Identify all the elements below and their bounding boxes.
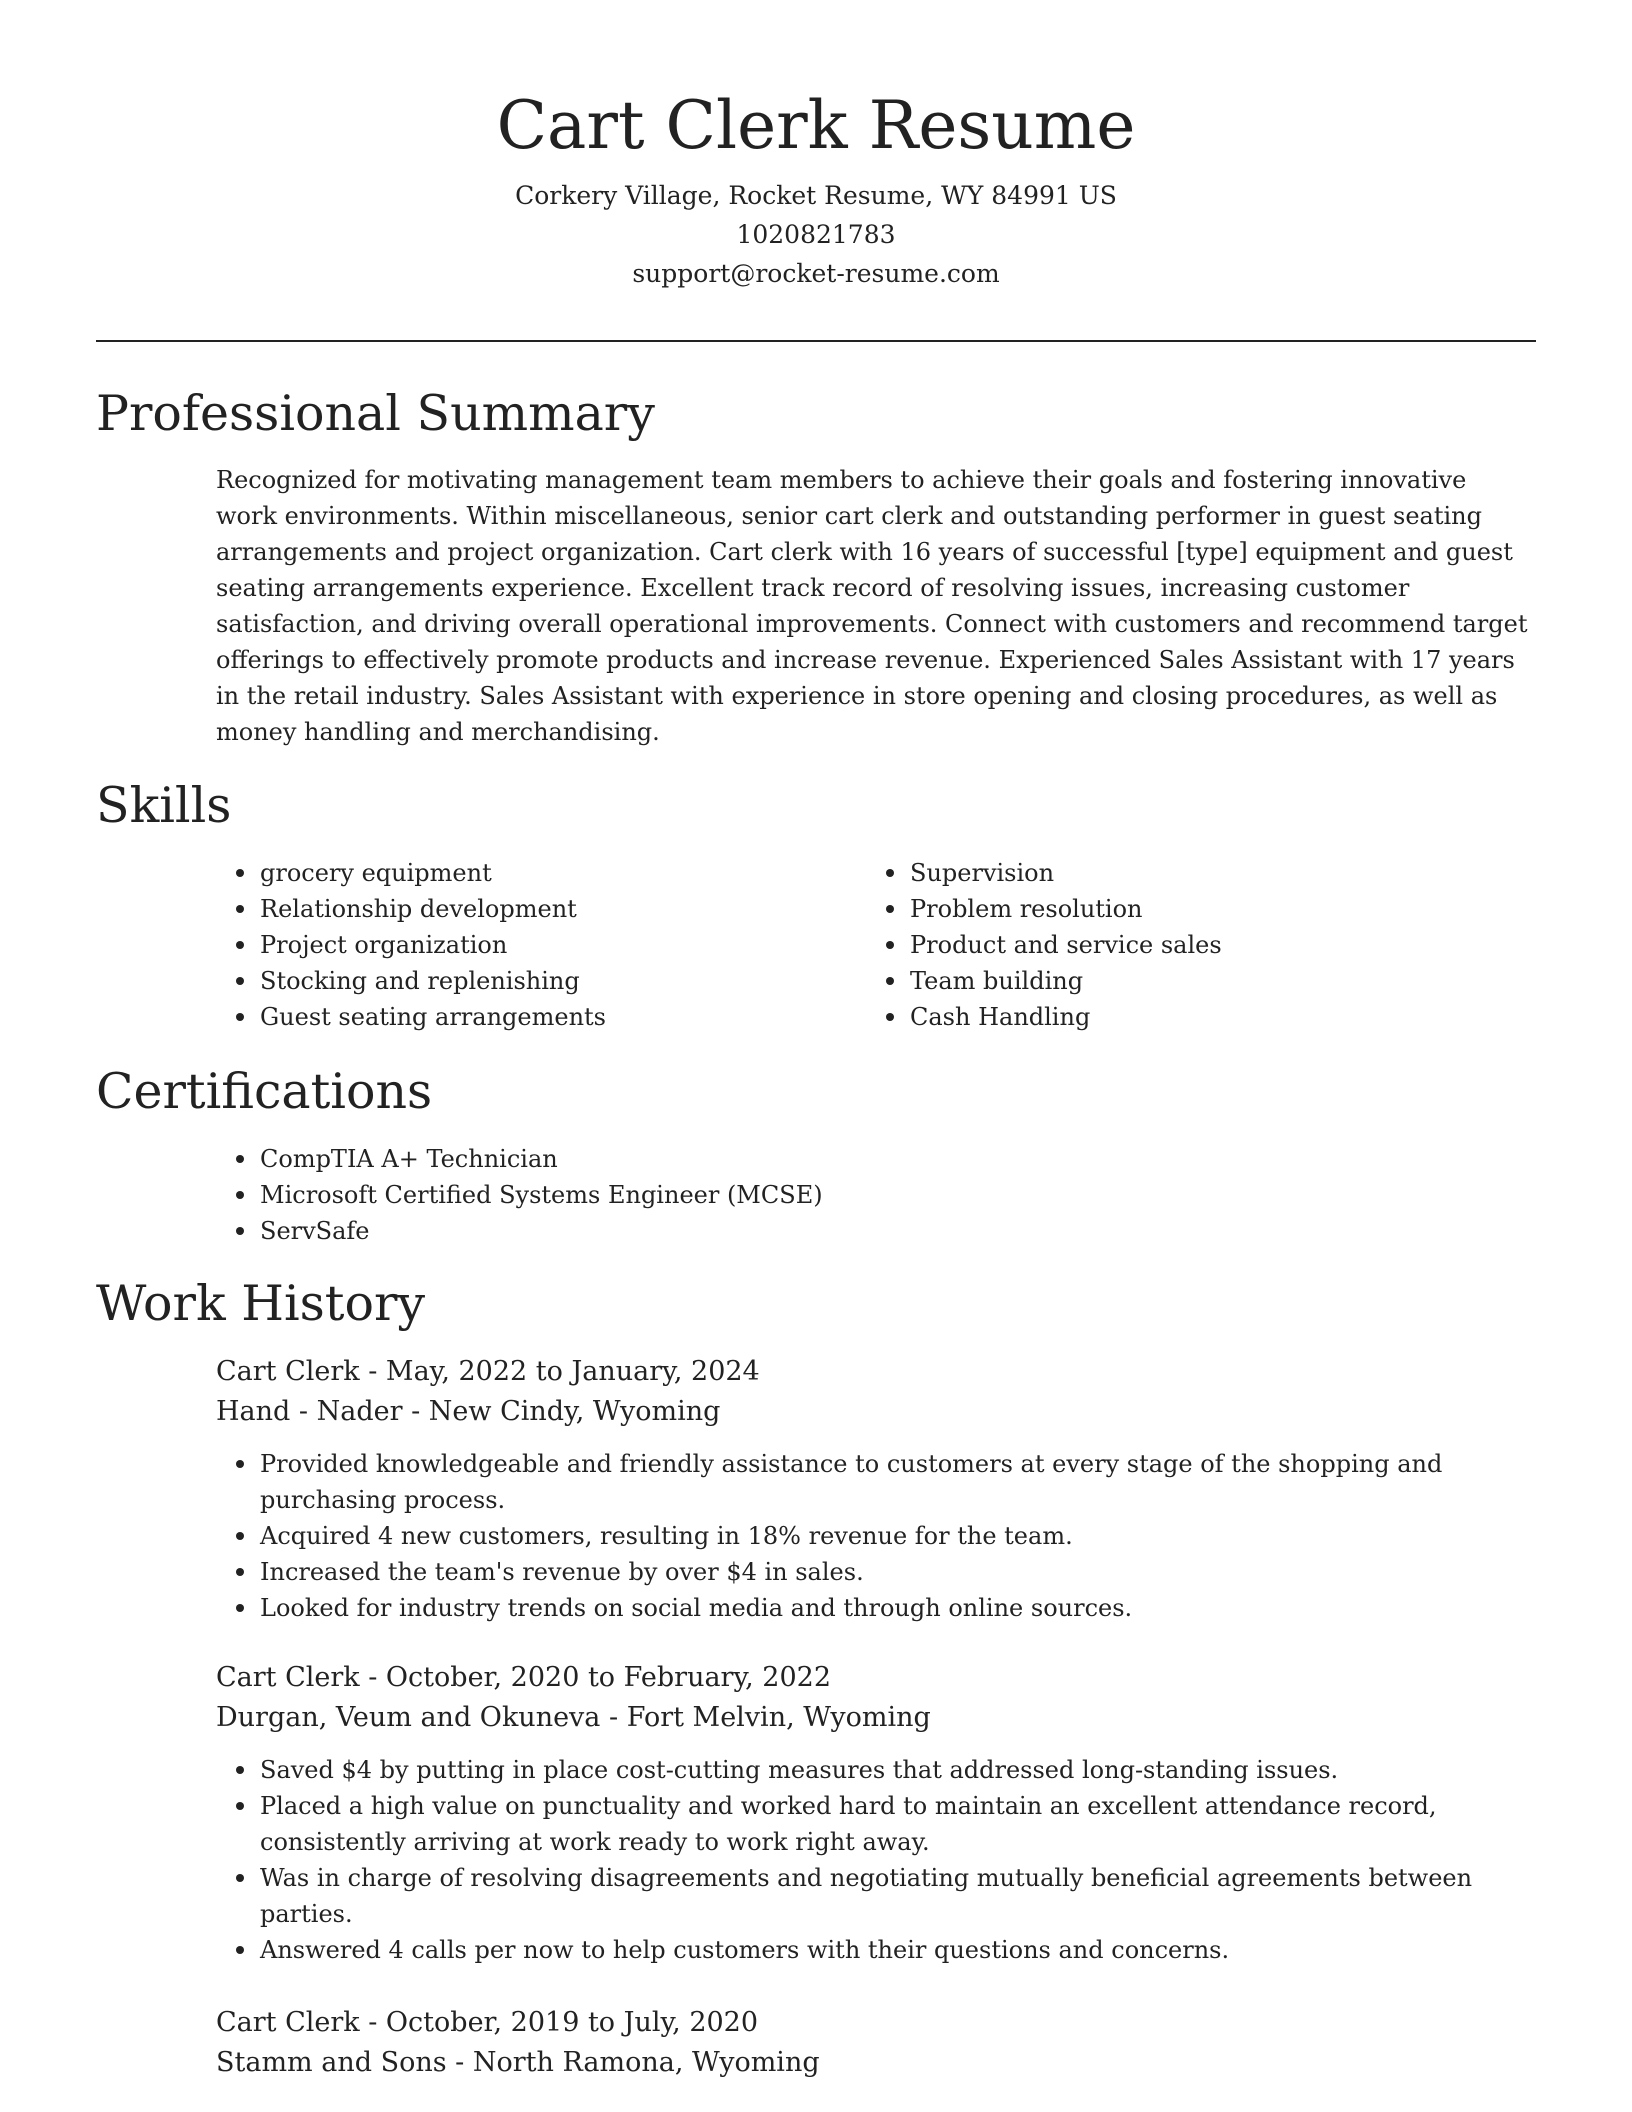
certifications-list [216,1141,1516,1249]
job-bullet: Answered 4 calls per now to help customers with their questions and concerns. [216,1932,1530,1968]
job-company: Hand - Nader - New Cindy, Wyoming [216,1396,721,1427]
resume-title: Cart Clerk Resume [496,87,1136,164]
skill-item: Guest seating arrangements [216,999,856,1035]
work-history-heading: Work History [96,1275,426,1332]
job-bullet: Acquired 4 new customers, resulting in 18% revenue for the team. [216,1518,1530,1554]
skill-item: Relationship development [216,891,856,927]
resume-header [0,0,1632,293]
skill-item: Project organization [216,927,856,963]
job-title: Cart Clerk - October, 2019 to July, 2020 [216,2007,759,2038]
job-entry [216,1658,1530,1968]
contact-phone: 1020821783 [736,220,896,249]
skill-item: Product and service sales [866,927,1506,963]
skill-item: Team building [866,963,1506,999]
summary-text: Recognized for motivating management team members to achieve their goals and fostering innovative work environments. Within miscellaneous, senior cart clerk and outstanding performer in guest seating arrangements and project organization. Cart clerk with 16 years of successful [type] equipment and guest seating arrangements experience. Excellent track record of resolving issues, increasing customer satisfaction, and driving overall operational improvements. Connect with customers and recommend target offerings to effectively promote products and increase revenue. Experienced Sales Assistant with 17 years in the retail industry. Sales Assistant with experience in store opening and closing procedures, as well as money handling and merchandising. [216,466,1528,746]
job-bullet: Saved $4 by putting in place cost-cutting measures that addressed long-standing issues. [216,1752,1530,1788]
job-bullet: Was in charge of resolving disagreements and negotiating mutually beneficial agreements between parties. [216,1860,1530,1932]
skill-item: grocery equipment [216,855,856,891]
job-company: Stamm and Sons - North Ramona, Wyoming [216,2047,820,2078]
contact-address: Corkery Village, Rocket Resume, WY 84991 US [515,181,1117,210]
summary-heading: Professional Summary [96,385,655,442]
header-divider [96,340,1536,342]
job-bullet: Placed a high value on punctuality and worked hard to maintain an excellent attendance record, consistently arriving at work ready to work right away. [216,1788,1530,1860]
skills-list-left [216,855,856,1035]
skill-item: Problem resolution [866,891,1506,927]
certifications-heading: Certifications [96,1063,433,1120]
job-bullet: Increased the team's revenue by over $4 in sales. [216,1554,1530,1590]
job-bullet: Provided knowledgeable and friendly assistance to customers at every stage of the shopping and purchasing process. [216,1446,1530,1518]
job-bullets [216,1752,1530,1968]
skill-item: Supervision [866,855,1506,891]
skill-item: Stocking and replenishing [216,963,856,999]
certification-item: Microsoft Certified Systems Engineer (MCSE) [216,1177,1516,1213]
job-bullets [216,1446,1530,1626]
skills-list-right [866,855,1506,1035]
job-bullet: Looked for industry trends on social media and through online sources. [216,1590,1530,1626]
job-title: Cart Clerk - May, 2022 to January, 2024 [216,1356,760,1387]
job-company: Durgan, Veum and Okuneva - Fort Melvin, Wyoming [216,1702,931,1733]
skill-item: Cash Handling [866,999,1506,1035]
contact-block [0,176,1632,293]
job-entry [216,2003,1530,2097]
job-title: Cart Clerk - October, 2020 to February, 2022 [216,1662,832,1693]
certification-item: ServSafe [216,1213,1516,1249]
contact-email: support@rocket-resume.com [632,259,1000,288]
skills-heading: Skills [96,777,232,834]
certification-item: CompTIA A+ Technician [216,1141,1516,1177]
job-entry [216,1352,1530,1626]
